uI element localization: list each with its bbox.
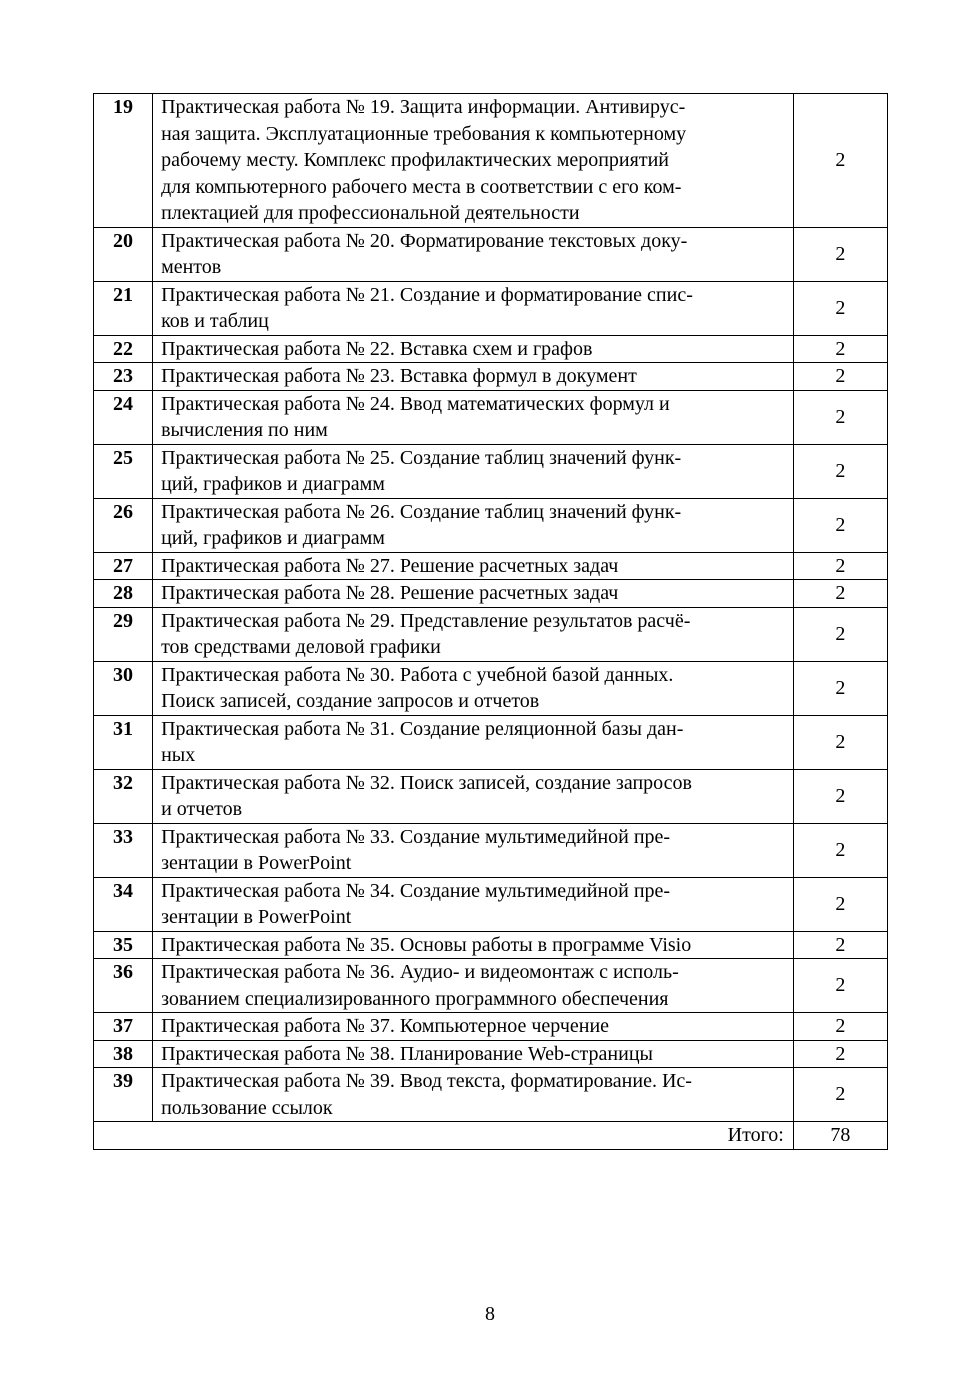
row-title-line: Практическая работа № 21. Создание и форматирование спис- (161, 283, 693, 306)
row-title (153, 94, 794, 228)
row-number: 34 (94, 877, 153, 931)
page-number: 8 (485, 1303, 495, 1325)
row-title (153, 580, 794, 608)
row-number: 31 (94, 715, 153, 769)
row-title-line: для компьютерного рабочего места в соответствии с его ком- (161, 175, 682, 198)
table-row (94, 661, 888, 715)
row-number: 38 (94, 1040, 153, 1068)
row-number: 32 (94, 769, 153, 823)
row-hours: 2 (793, 607, 887, 661)
row-title-line: Практическая работа № 39. Ввод текста, форматирование. Ис- (161, 1070, 692, 1092)
row-number: 27 (94, 552, 153, 580)
table-row (94, 715, 888, 769)
row-number: 24 (94, 390, 153, 444)
table-row (94, 363, 888, 391)
row-title-line: пользование ссылок (161, 1096, 333, 1119)
row-number: 22 (94, 335, 153, 363)
row-hours: 2 (793, 1013, 887, 1041)
row-title-line: Практическая работа № 20. Форматирование текстовых доку- (161, 229, 688, 252)
total-hours: 78 (793, 1122, 887, 1150)
row-title (153, 931, 794, 959)
row-number: 28 (94, 580, 153, 608)
row-hours: 2 (793, 552, 887, 580)
row-title-line: Практическая работа № 24. Ввод математических формул и (161, 392, 670, 415)
row-title-line: Практическая работа № 35. Основы работы в программе Visio (161, 933, 692, 956)
row-title-line: Практическая работа № 30. Работа с учебной базой данных. (161, 663, 674, 686)
row-hours: 2 (793, 335, 887, 363)
row-hours: 2 (793, 1068, 887, 1122)
row-hours: 2 (793, 227, 887, 281)
row-number: 33 (94, 823, 153, 877)
table-row (94, 390, 888, 444)
row-title-line: Практическая работа № 23. Вставка формул в документ (161, 365, 637, 387)
table-row (94, 94, 888, 228)
row-title-line: Практическая работа № 32. Поиск записей, создание запросов (161, 771, 692, 794)
row-title-line: ных (161, 744, 196, 766)
table-row (94, 607, 888, 661)
row-title (153, 281, 794, 335)
total-row (94, 1122, 888, 1150)
row-number: 20 (94, 227, 153, 281)
row-hours: 2 (793, 281, 887, 335)
row-title-line: ная защита. Эксплуатационные требования к компьютерному (161, 122, 687, 145)
table-row (94, 552, 888, 580)
row-number: 35 (94, 931, 153, 959)
row-hours: 2 (793, 931, 887, 959)
row-hours: 2 (793, 715, 887, 769)
row-hours: 2 (793, 823, 887, 877)
row-title (153, 1068, 794, 1122)
row-title-line: рабочему месту. Комплекс профилактических мероприятий (161, 149, 669, 171)
table-row (94, 769, 888, 823)
row-number: 29 (94, 607, 153, 661)
row-title-line: Практическая работа № 22. Вставка схем и графов (161, 337, 593, 360)
row-title-line: Практическая работа № 19. Защита информации. Антивирус- (161, 96, 686, 118)
row-number: 39 (94, 1068, 153, 1122)
row-hours: 2 (793, 661, 887, 715)
table-row (94, 1040, 888, 1068)
row-title (153, 227, 794, 281)
row-title (153, 363, 794, 391)
row-title-line: Практическая работа № 29. Представление результатов расчё- (161, 609, 691, 632)
row-hours: 2 (793, 959, 887, 1013)
row-title-line: Практическая работа № 27. Решение расчетных задач (161, 554, 619, 577)
row-hours: 2 (793, 390, 887, 444)
row-title-line: зентации в PowerPoint (161, 906, 352, 928)
row-title (153, 769, 794, 823)
row-title (153, 335, 794, 363)
row-title (153, 552, 794, 580)
row-title-line: вычисления по ним (161, 419, 328, 441)
row-hours: 2 (793, 498, 887, 552)
row-hours: 2 (793, 769, 887, 823)
row-hours: 2 (793, 94, 887, 228)
table-body (94, 94, 888, 1122)
table-row (94, 1013, 888, 1041)
row-title-line: Практическая работа № 36. Аудио- и видеомонтаж с исполь- (161, 961, 679, 983)
table-row (94, 877, 888, 931)
table-row (94, 227, 888, 281)
row-title-line: ков и таблиц (161, 310, 269, 332)
row-title-line: ций, графиков и диаграмм (161, 473, 385, 495)
table-row (94, 335, 888, 363)
row-title-line: плектацией для профессиональной деятельности (161, 202, 580, 224)
row-number: 25 (94, 444, 153, 498)
row-number: 36 (94, 959, 153, 1013)
row-number: 26 (94, 498, 153, 552)
row-title (153, 823, 794, 877)
row-title-line: Практическая работа № 34. Создание мультимедийной пре- (161, 879, 671, 902)
row-title-line: зентации в PowerPoint (161, 852, 352, 874)
table-row (94, 498, 888, 552)
row-title (153, 1013, 794, 1041)
row-title (153, 607, 794, 661)
row-title-line: Поиск записей, создание запросов и отчетов (161, 690, 540, 712)
row-title-line: зованием специализированного программного обеспечения (161, 987, 669, 1010)
table-row (94, 281, 888, 335)
row-number: 30 (94, 661, 153, 715)
row-title (153, 498, 794, 552)
row-title (153, 390, 794, 444)
table-row (94, 580, 888, 608)
row-title-line: тов средствами деловой графики (161, 636, 441, 658)
row-number: 37 (94, 1013, 153, 1041)
row-number: 23 (94, 363, 153, 391)
table-row (94, 931, 888, 959)
table-row (94, 444, 888, 498)
row-title-line: Практическая работа № 25. Создание таблиц значений функ- (161, 446, 682, 469)
row-title-line: Практическая работа № 31. Создание реляционной базы дан- (161, 717, 684, 740)
row-title (153, 1040, 794, 1068)
row-title-line: Практическая работа № 38. Планирование Web-страницы (161, 1042, 653, 1065)
row-title-line: ментов (161, 256, 222, 278)
table-row (94, 959, 888, 1013)
row-number: 21 (94, 281, 153, 335)
row-title (153, 959, 794, 1013)
row-title (153, 715, 794, 769)
row-title (153, 444, 794, 498)
row-hours: 2 (793, 580, 887, 608)
row-title-line: Практическая работа № 33. Создание мультимедийной пре- (161, 825, 671, 848)
row-title-line: Практическая работа № 37. Компьютерное черчение (161, 1015, 610, 1037)
row-title (153, 877, 794, 931)
total-label: Итого: (94, 1122, 794, 1150)
row-number: 19 (94, 94, 153, 228)
row-title-line: Практическая работа № 28. Решение расчетных задач (161, 582, 619, 604)
row-title-line: Практическая работа № 26. Создание таблиц значений функ- (161, 500, 682, 523)
practical-works-table (93, 93, 888, 1150)
table-row (94, 1068, 888, 1122)
table-row (94, 823, 888, 877)
row-title (153, 661, 794, 715)
row-title-line: ций, графиков и диаграмм (161, 527, 385, 549)
row-hours: 2 (793, 363, 887, 391)
row-hours: 2 (793, 877, 887, 931)
row-hours: 2 (793, 444, 887, 498)
row-title-line: и отчетов (161, 798, 243, 820)
row-hours: 2 (793, 1040, 887, 1068)
